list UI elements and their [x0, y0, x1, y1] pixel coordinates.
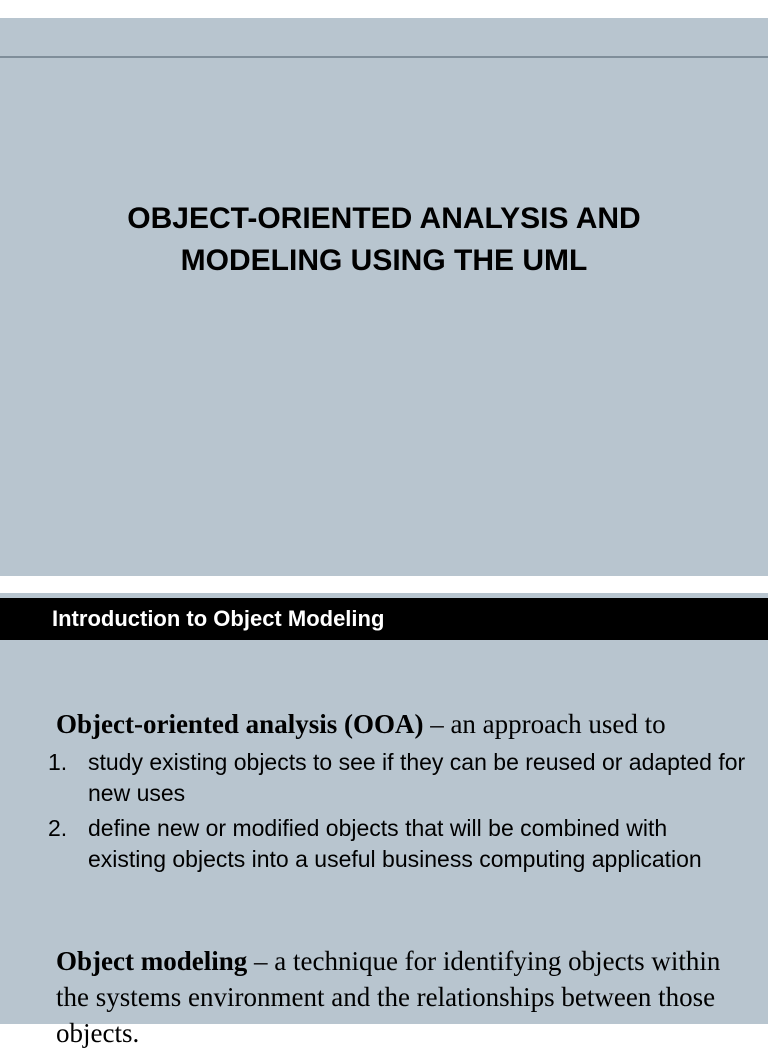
- header-bar: [0, 598, 768, 640]
- list-item: [48, 747, 750, 809]
- list-number: 2.: [48, 815, 68, 841]
- list-number: 1.: [48, 749, 68, 775]
- slide-title: OBJECT-ORIENTED ANALYSIS AND MODELING USING THE UML: [127, 202, 641, 277]
- ooa-definition-text: – an approach used to: [423, 709, 666, 739]
- object-modeling-term: Object modeling: [56, 946, 248, 976]
- list-item: [48, 813, 750, 875]
- slide-heading: Introduction to Object Modeling: [52, 606, 385, 631]
- ooa-purpose-list: [48, 747, 750, 879]
- ooa-definition: [56, 706, 748, 742]
- list-text: study existing objects to see if they can be reused or adapted for new uses: [88, 749, 746, 806]
- list-text: define new or modified objects that will be combined with existing objects into a useful business computing application: [88, 815, 702, 872]
- object-modeling-definition-text: – a technique for identifying objects within the systems environment and the relationships between those objects.: [56, 946, 721, 1048]
- title-slide: [0, 18, 768, 576]
- content-slide: [0, 593, 768, 1048]
- object-modeling-definition: [56, 943, 748, 1051]
- top-divider: [0, 56, 768, 58]
- ooa-term: Object-oriented analysis (OOA): [56, 709, 424, 739]
